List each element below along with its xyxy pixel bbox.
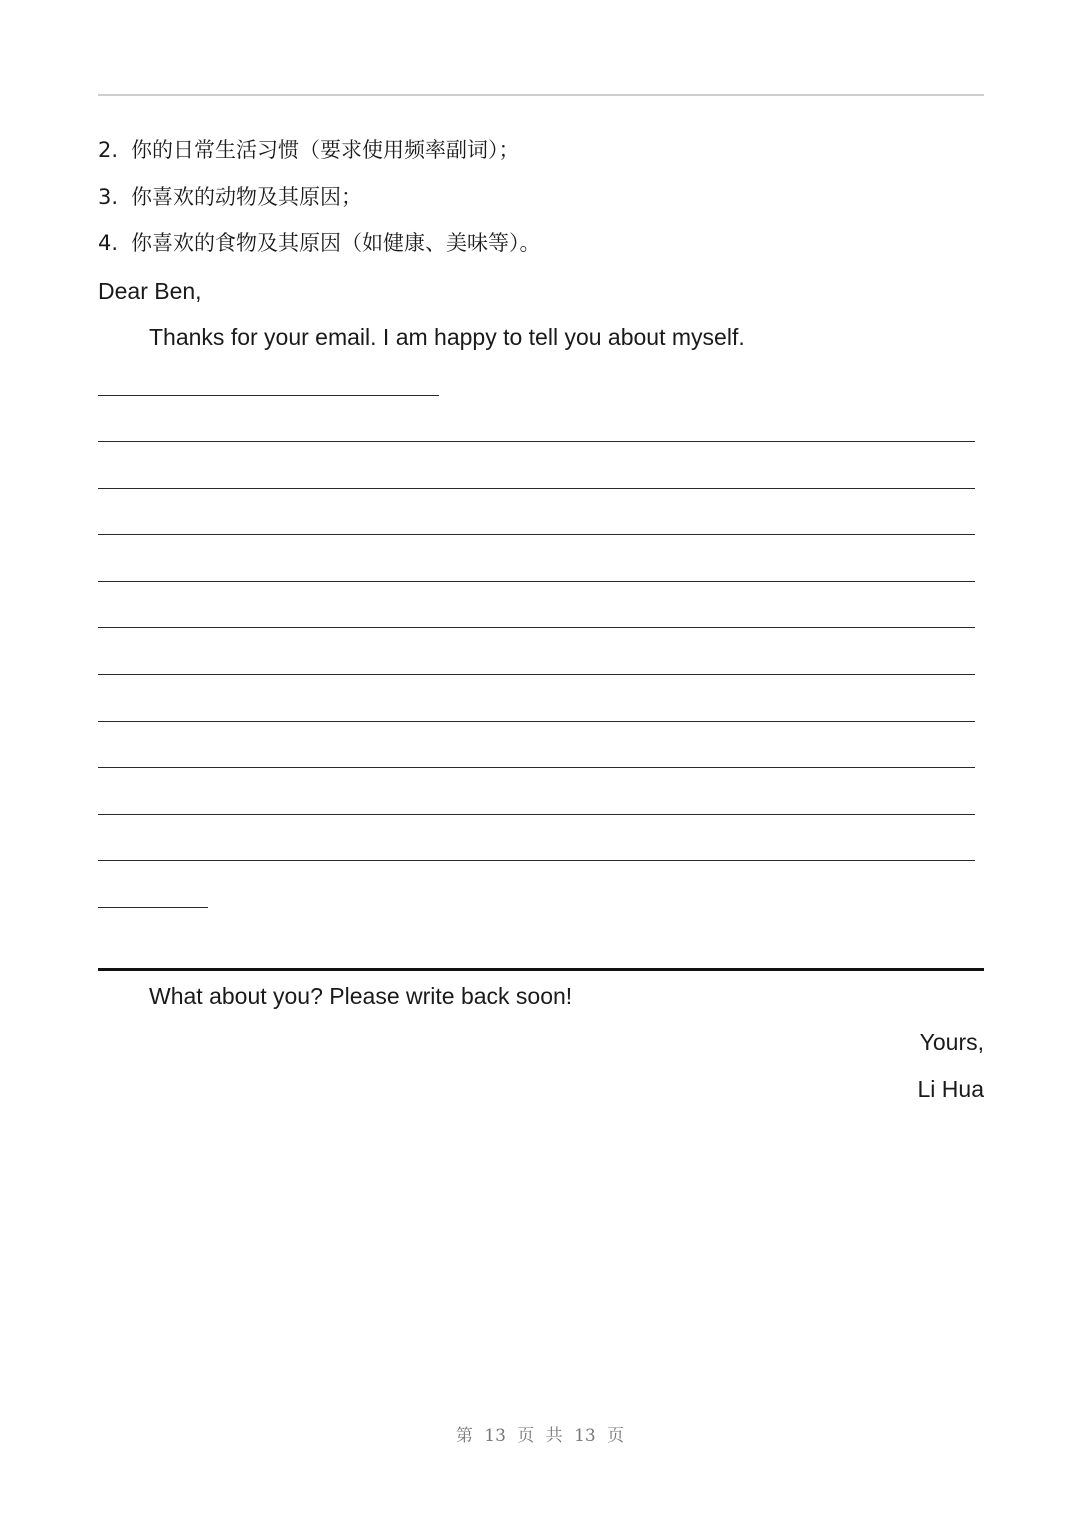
requirement-number: 3. bbox=[98, 185, 119, 209]
writing-line[interactable] bbox=[98, 767, 975, 768]
header-divider bbox=[98, 94, 984, 96]
writing-line[interactable] bbox=[98, 721, 975, 722]
writing-line[interactable] bbox=[98, 395, 439, 396]
requirement-item-2 bbox=[98, 136, 520, 164]
requirement-text: 你喜欢的食物及其原因（如健康、美味等）。 bbox=[131, 231, 541, 255]
requirement-item-3 bbox=[98, 183, 362, 211]
writing-line[interactable] bbox=[98, 534, 975, 535]
page-number: 第 13 页 共 13 页 bbox=[455, 1426, 625, 1446]
letter-closing: What about you? Please write back soon! bbox=[149, 983, 573, 1009]
letter-greeting: Dear Ben, bbox=[98, 278, 202, 304]
letter-signoff: Yours, bbox=[919, 1029, 984, 1055]
writing-line[interactable] bbox=[98, 860, 975, 861]
writing-line[interactable] bbox=[98, 814, 975, 815]
writing-line[interactable] bbox=[98, 907, 208, 908]
writing-line[interactable] bbox=[98, 488, 975, 489]
section-divider bbox=[98, 968, 984, 971]
letter-opening: Thanks for your email. I am happy to tell you about myself. bbox=[149, 324, 745, 350]
requirement-number: 4. bbox=[98, 231, 119, 255]
requirement-text: 你喜欢的动物及其原因； bbox=[131, 185, 362, 209]
requirement-text: 你的日常生活习惯（要求使用频率副词）； bbox=[131, 138, 520, 162]
letter-signature: Li Hua bbox=[917, 1076, 984, 1102]
writing-line[interactable] bbox=[98, 627, 975, 628]
requirement-number: 2. bbox=[98, 138, 119, 162]
writing-line[interactable] bbox=[98, 581, 975, 582]
writing-line[interactable] bbox=[98, 441, 975, 442]
writing-line[interactable] bbox=[98, 674, 975, 675]
requirement-item-4 bbox=[98, 229, 541, 257]
